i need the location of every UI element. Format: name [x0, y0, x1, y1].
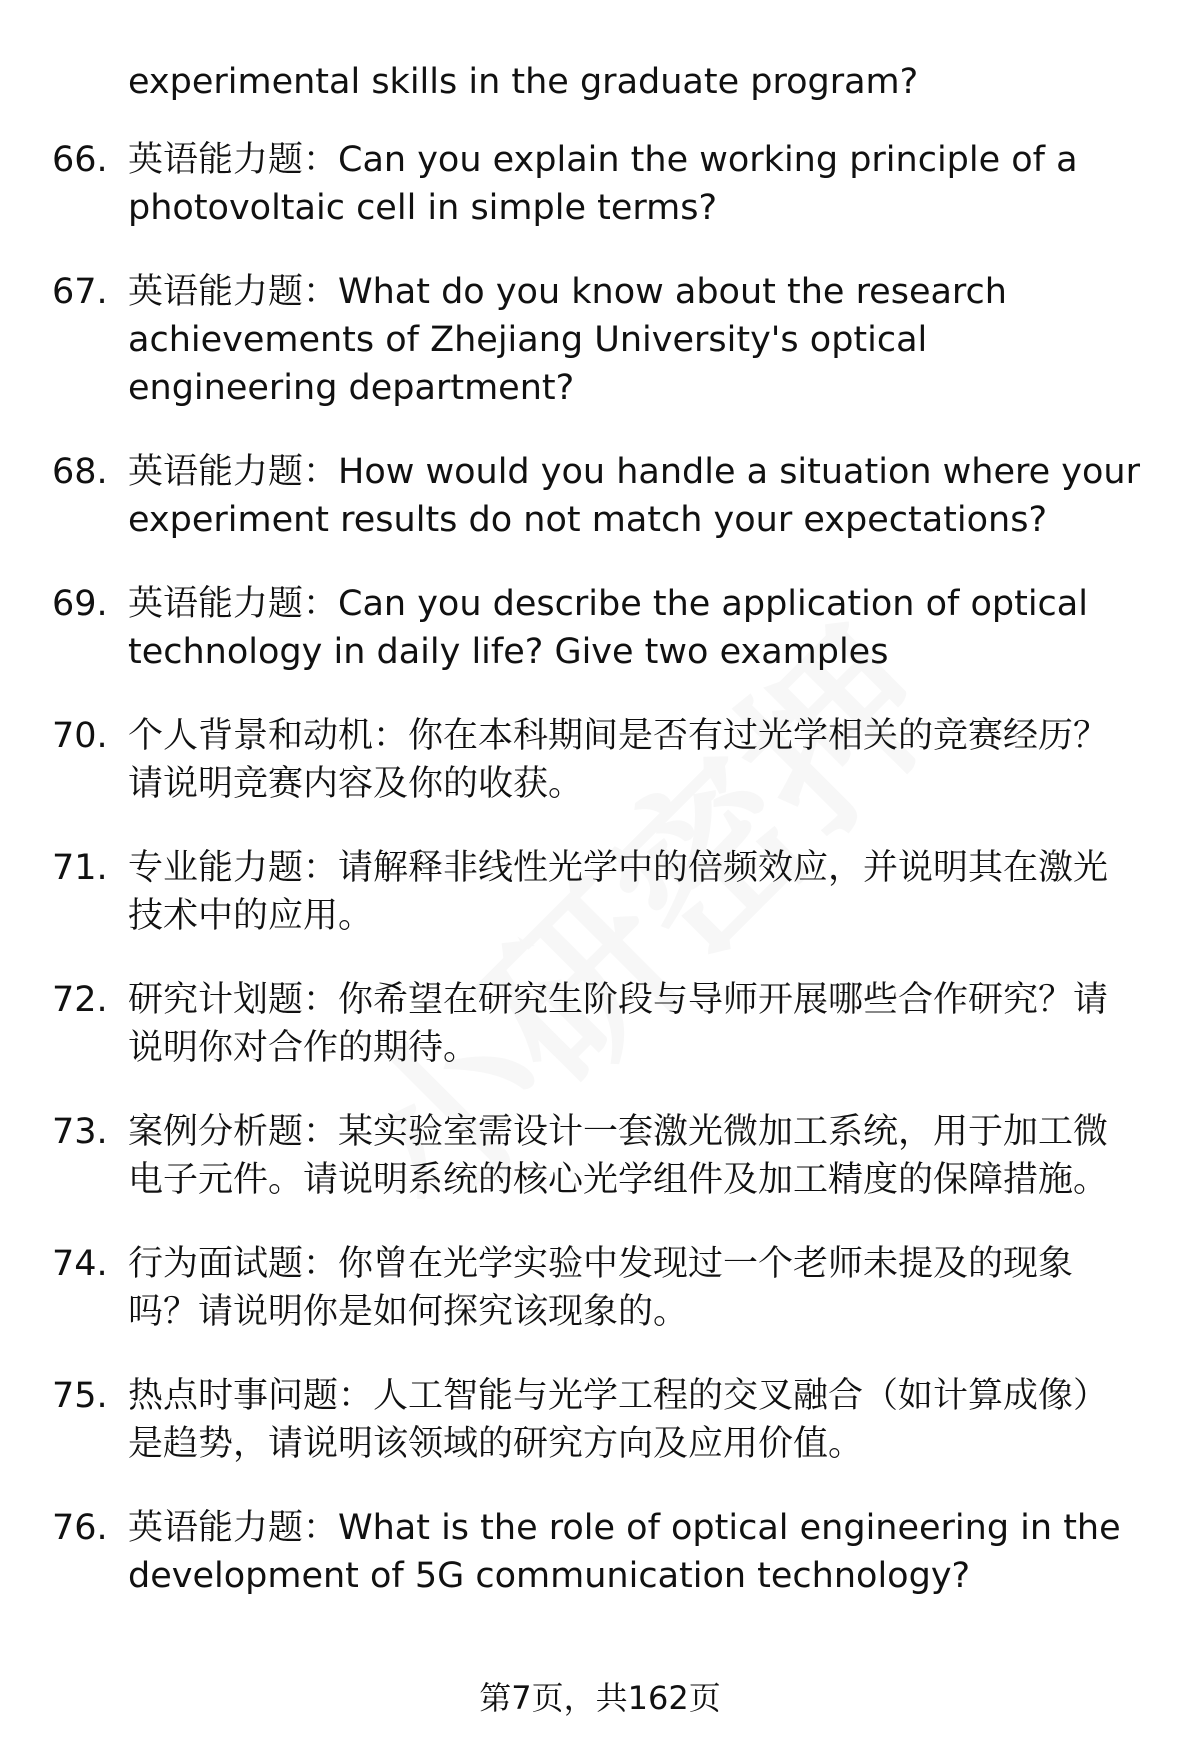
continued-question-text: experimental skills in the graduate program? [128, 62, 919, 102]
question-item [0, 976, 1200, 1072]
question-number: 70. [52, 716, 108, 756]
question-text: 英语能力题：Can you describe the application of optical technology in daily life? Give two examples [128, 584, 1088, 672]
question-text: 个人背景和动机：你在本科期间是否有过光学相关的竞赛经历？请说明竞赛内容及你的收获。 [128, 716, 1109, 804]
page-number-footer: 第7页，共162页 [479, 1679, 721, 1717]
question-item [0, 1504, 1200, 1600]
question-number: 67. [52, 272, 108, 312]
question-text: 英语能力题：What do you know about the research achievements of Zhejiang University's optical engineering department? [128, 272, 1007, 408]
question-number: 72. [52, 980, 108, 1020]
question-text: 英语能力题：Can you explain the working principle of a photovoltaic cell in simple terms? [128, 140, 1078, 228]
question-number: 73. [52, 1112, 108, 1152]
question-text: 专业能力题：请解释非线性光学中的倍频效应，并说明其在激光技术中的应用。 [128, 848, 1109, 936]
question-text: 行为面试题：你曾在光学实验中发现过一个老师未提及的现象吗？请说明你是如何探究该现象的。 [128, 1244, 1074, 1332]
question-item [0, 1108, 1200, 1204]
question-item [0, 580, 1200, 676]
question-number: 68. [52, 452, 108, 492]
question-text: 英语能力题：What is the role of optical engineering in the development of 5G communication technology? [128, 1508, 1121, 1596]
question-number: 66. [52, 140, 108, 180]
question-item [0, 136, 1200, 232]
question-item [0, 268, 1200, 412]
question-item [0, 448, 1200, 544]
question-number: 75. [52, 1376, 108, 1416]
question-number: 76. [52, 1508, 108, 1548]
question-item [0, 712, 1200, 808]
question-item [0, 1372, 1200, 1468]
question-number: 74. [52, 1244, 108, 1284]
question-number: 71. [52, 848, 108, 888]
question-list [0, 136, 1200, 1636]
question-text: 英语能力题：How would you handle a situation where your experiment results do not match your expectations? [128, 452, 1140, 540]
question-item [0, 844, 1200, 940]
question-text: 案例分析题：某实验室需设计一套激光微加工系统，用于加工微电子元件。请说明系统的核心光学组件及加工精度的保障措施。 [128, 1112, 1109, 1200]
question-item [0, 1240, 1200, 1336]
question-text: 热点时事问题：人工智能与光学工程的交叉融合（如计算成像）是趋势，请说明该领域的研究方向及应用价值。 [128, 1376, 1109, 1464]
question-number: 69. [52, 584, 108, 624]
question-text: 研究计划题：你希望在研究生阶段与导师开展哪些合作研究？请说明你对合作的期待。 [128, 980, 1109, 1068]
